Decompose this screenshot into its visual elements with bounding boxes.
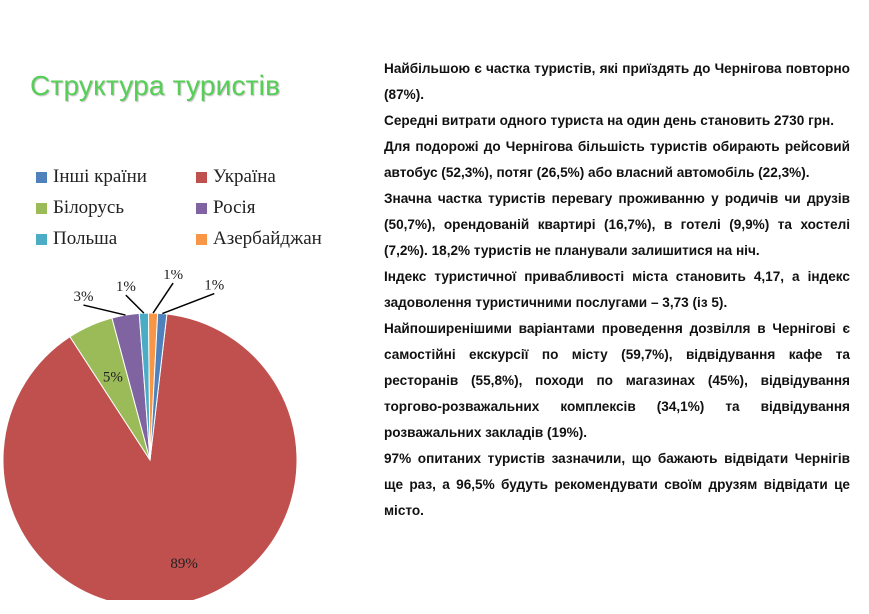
data-label: 1%	[204, 277, 225, 294]
legend-swatch	[196, 172, 207, 183]
legend-swatch	[36, 172, 47, 183]
paragraph: Індекс туристичної привабливості міста становить 4,17, а індекс задоволення туристичними послугами – 3,73 (із 5).	[384, 269, 850, 310]
data-label: 1%	[163, 270, 184, 284]
leader-line	[162, 294, 214, 314]
chart-legend	[36, 166, 366, 250]
legend-item	[36, 228, 196, 250]
legend-label: Азербайджан	[213, 228, 322, 249]
legend-label: Інші країни	[53, 166, 147, 187]
data-label: 89%	[170, 556, 198, 573]
paragraph: Значна частка туристів перевагу проживанню у родичів чи друзів (50,7%), орендованій квартирі (16,7%), в готелі (9,9%) та хостелі (7,2%). 18,2% туристів не планували залишитися на ніч.	[384, 191, 850, 258]
legend-item	[36, 166, 196, 188]
data-label: 5%	[102, 369, 123, 386]
legend-item	[196, 166, 366, 188]
legend-swatch	[196, 234, 207, 245]
leader-line	[126, 295, 144, 313]
paragraph: Для подорожі до Чернігова більшість туристів обирають рейсовий автобус (52,3%), потяг (26,5%) або власний автомобіль (22,3%).	[384, 139, 850, 180]
description-text	[384, 56, 850, 524]
paragraph: Середні витрати одного туриста на один день становить 2730 грн.	[384, 113, 835, 128]
legend-swatch	[36, 234, 47, 245]
pie-chart	[0, 270, 330, 600]
chart-title: Структура туристів	[30, 70, 281, 101]
data-label: 3%	[73, 289, 94, 306]
legend-item	[36, 197, 196, 219]
legend-swatch	[36, 203, 47, 214]
legend-label: Білорусь	[53, 197, 125, 218]
legend-item	[196, 197, 366, 219]
legend-swatch	[196, 203, 207, 214]
legend-label: Україна	[213, 166, 276, 187]
paragraph: 97% опитаних туристів зазначили, що бажають відвідати Чернігів ще раз, а 96,5% будуть рекомендувати своїм друзям відвідати це місто.	[384, 451, 850, 518]
paragraph: Найпоширенішими варіантами проведення дозвілля в Чернігові є самостійні екскурсії по місту (59,7%), відвідування кафе та ресторанів (55,8%), походи по магазинах (45%), відвідування торгово-розважальних комплексів (34,1%) та відвідування розважальних закладів (19%).	[384, 321, 850, 440]
legend-label: Польша	[53, 228, 118, 249]
legend-label: Росія	[213, 197, 256, 218]
data-label: 1%	[115, 279, 136, 296]
legend-item	[196, 228, 366, 250]
paragraph: Найбільшою є частка туристів, які приїздять до Чернігова повторно (87%).	[384, 61, 850, 102]
leader-line	[83, 305, 125, 315]
leader-line	[153, 283, 173, 313]
pie-slices	[3, 313, 297, 600]
